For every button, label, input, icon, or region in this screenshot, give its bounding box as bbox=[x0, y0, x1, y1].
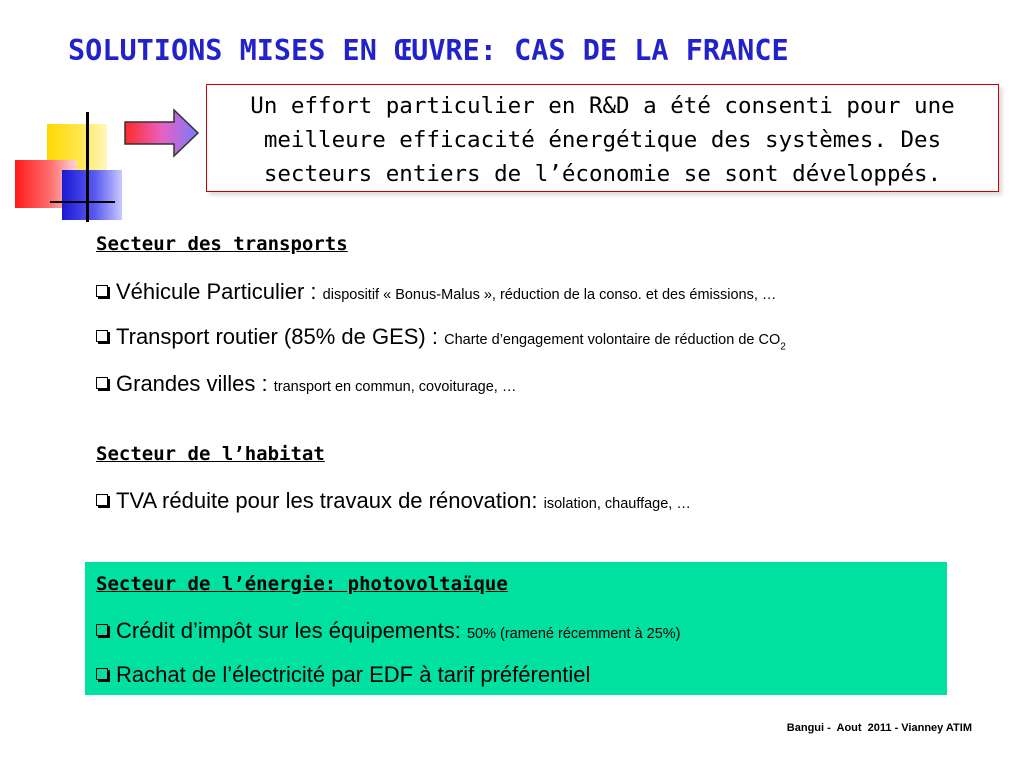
energy-heading: Secteur de l’énergie: photovoltaïque bbox=[96, 573, 508, 595]
transport-heading: Secteur des transports bbox=[96, 233, 348, 255]
checkbox-bullet-icon bbox=[96, 494, 108, 506]
item-main-text: Transport routier (85% de GES) : bbox=[116, 324, 445, 349]
decorative-vertical-line bbox=[86, 112, 89, 222]
checkbox-bullet-icon bbox=[96, 668, 108, 680]
callout-line-1: Un effort particulier en R&D a été consenti pour une bbox=[250, 93, 955, 119]
list-item bbox=[96, 662, 590, 688]
item-main-text: Crédit d’impôt sur les équipements: bbox=[116, 618, 467, 643]
item-detail-text: dispositif « Bonus-Malus », réduction de la conso. et des émissions, … bbox=[322, 287, 777, 303]
callout-line-2: meilleure efficacité énergétique des systèmes. Des bbox=[263, 127, 942, 153]
item-main-text: Véhicule Particulier : bbox=[116, 279, 323, 304]
slide-footer: Bangui - Aout 2011 - Vianney ATIM bbox=[786, 722, 972, 734]
arrow-right-icon bbox=[124, 108, 200, 158]
item-detail-text: isolation, chauffage, … bbox=[543, 496, 691, 512]
decorative-blue-square bbox=[62, 170, 122, 220]
checkbox-bullet-icon bbox=[96, 377, 108, 389]
co2-subscript: 2 bbox=[780, 341, 786, 353]
item-detail-text: Charte d’engagement volontaire de réduction de CO bbox=[444, 332, 781, 348]
list-item bbox=[96, 488, 691, 514]
item-detail-text: 50% (ramené récemment à 25%) bbox=[466, 626, 681, 642]
slide-title: SOLUTIONS MISES EN ŒUVRE: CAS DE LA FRANCE bbox=[68, 34, 789, 67]
rd-callout-box bbox=[206, 84, 999, 192]
list-item bbox=[96, 324, 786, 352]
checkbox-bullet-icon bbox=[96, 330, 108, 342]
list-item bbox=[96, 618, 681, 644]
habitat-heading: Secteur de l’habitat bbox=[96, 443, 325, 465]
list-item bbox=[96, 371, 516, 397]
checkbox-bullet-icon bbox=[96, 624, 108, 636]
item-main-text: TVA réduite pour les travaux de rénovation: bbox=[116, 488, 544, 513]
item-detail-text: transport en commun, covoiturage, … bbox=[273, 379, 517, 395]
item-main-text: Rachat de l’électricité par EDF à tarif préférentiel bbox=[116, 662, 591, 687]
decorative-horizontal-line bbox=[50, 201, 115, 203]
list-item bbox=[96, 279, 776, 305]
checkbox-bullet-icon bbox=[96, 285, 108, 297]
item-main-text: Grandes villes : bbox=[116, 371, 274, 396]
callout-line-3: secteurs entiers de l’économie se sont développés. bbox=[263, 161, 942, 187]
